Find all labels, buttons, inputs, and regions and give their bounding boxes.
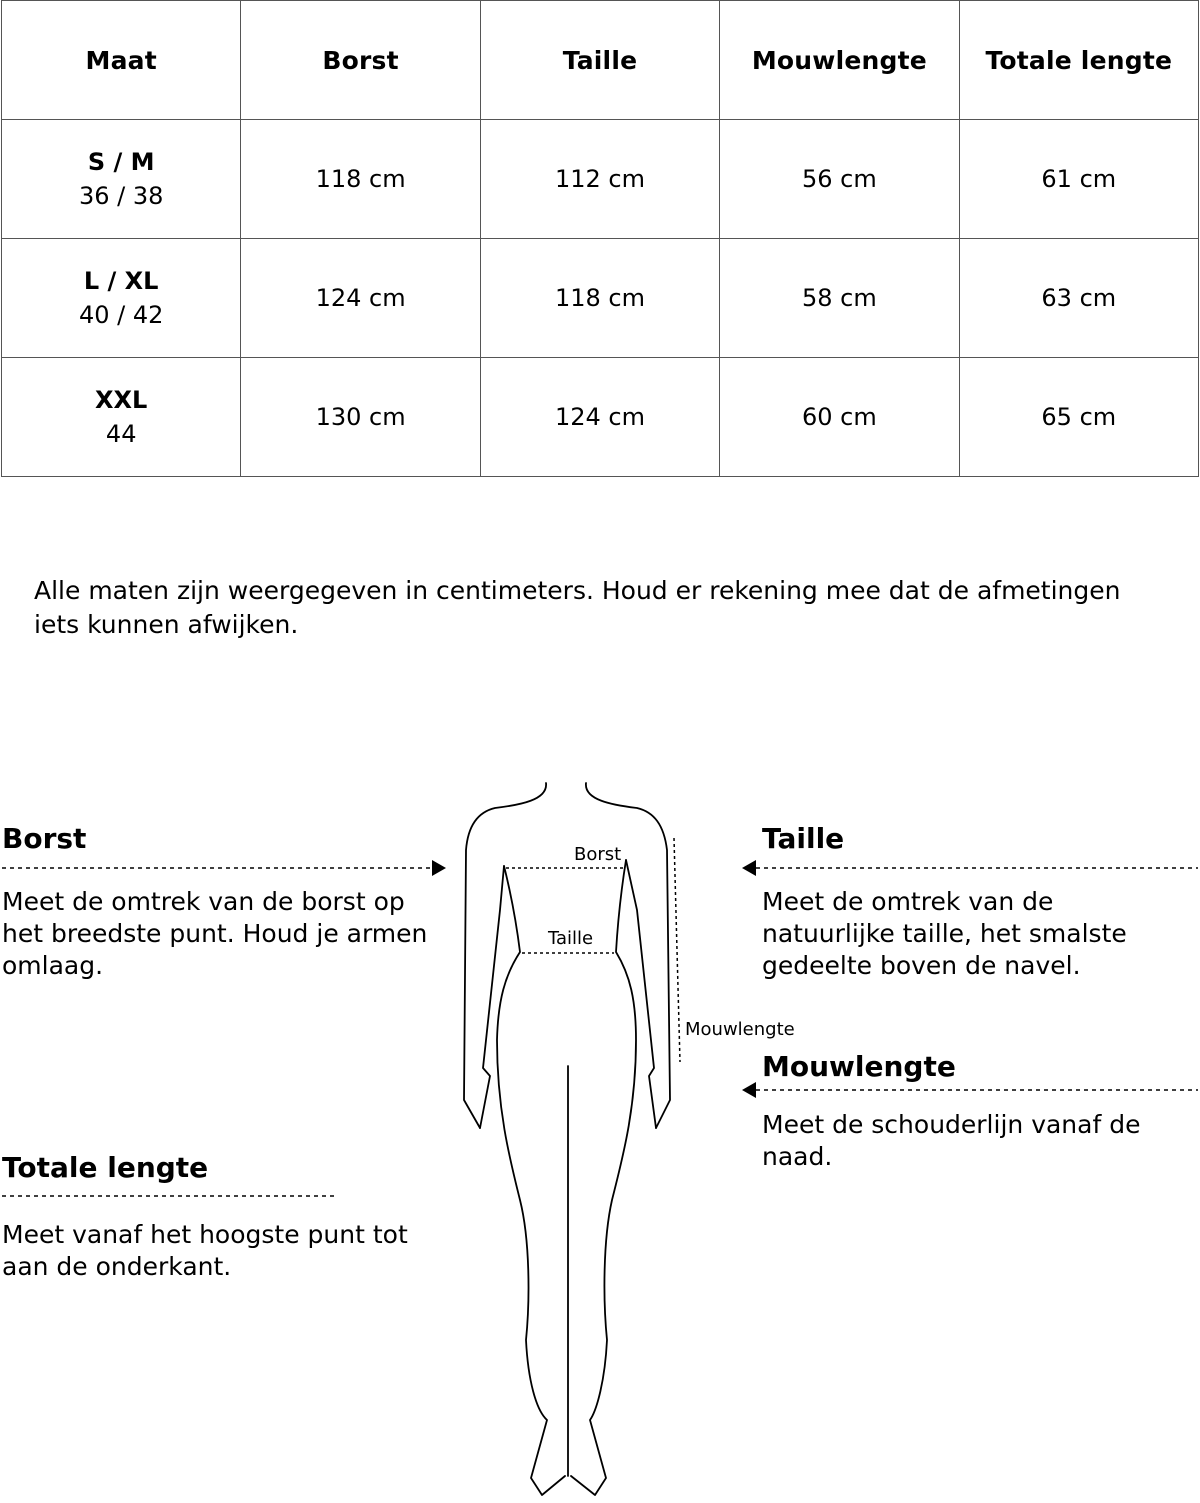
totale-lengte-guide-title: Totale lengte <box>2 1151 209 1184</box>
borst-guide-title: Borst <box>2 822 87 855</box>
figure-label-mouwlengte: Mouwlengte <box>685 1019 795 1040</box>
mouwlengte-cell: 56 cm <box>720 120 959 239</box>
size-number: 44 <box>105 420 137 448</box>
header-taille: Taille <box>480 1 719 120</box>
mouwlengte-guide-title: Mouwlengte <box>762 1050 956 1083</box>
header-mouwlengte: Mouwlengte <box>720 1 959 120</box>
mouwlengte-cell: 58 cm <box>720 239 959 358</box>
borst-guide-text: Meet de omtrek van de borst op het breedste punt. Houd je armen omlaag. <box>2 887 428 980</box>
taille-cell: 112 cm <box>480 120 719 239</box>
size-number: 36 / 38 <box>78 182 164 210</box>
totale-lengte-cell: 63 cm <box>959 239 1198 358</box>
taille-guide-title: Taille <box>762 822 845 855</box>
totale-lengte-cell: 61 cm <box>959 120 1198 239</box>
taille-guide-line <box>742 860 1198 876</box>
borst-cell: 130 cm <box>241 358 480 477</box>
mouwlengte-guide-text: Meet de schouderlijn vanaf de naad. <box>762 1110 1141 1171</box>
taille-cell: 124 cm <box>480 358 719 477</box>
taille-cell: 118 cm <box>480 239 719 358</box>
arrow-left-icon <box>742 1082 756 1098</box>
mouwlengte-guide-line <box>742 1082 1198 1098</box>
arrow-left-icon <box>742 860 756 876</box>
figure-measure-lines <box>506 838 680 1062</box>
borst-cell: 118 cm <box>241 120 480 239</box>
figure-label-taille: Taille <box>548 928 594 949</box>
borst-cell: 124 cm <box>241 239 480 358</box>
taille-guide-text: Meet de omtrek van de natuurlijke taille, het smalste gedeelte boven de navel. <box>762 887 1127 980</box>
totale-lengte-cell: 65 cm <box>959 358 1198 477</box>
size-number: 40 / 42 <box>78 301 164 329</box>
figure-label-borst: Borst <box>574 844 622 865</box>
borst-guide-line <box>2 860 446 876</box>
header-borst: Borst <box>241 1 480 120</box>
header-maat: Maat <box>2 1 241 120</box>
size-label: S / M <box>87 148 155 176</box>
measurement-note: Alle maten zijn weergegeven in centimeters. Houd er rekening mee dat de afmetingen iets kunnen afwijken. <box>34 576 1121 639</box>
totale-lengte-guide-text: Meet vanaf het hoogste punt tot aan de onderkant. <box>2 1220 408 1281</box>
size-label: XXL <box>95 386 148 414</box>
mouwlengte-cell: 60 cm <box>720 358 959 477</box>
mouwlengte-measure-line <box>674 838 680 1062</box>
header-totale-lengte: Totale lengte <box>959 1 1198 120</box>
size-label: L / XL <box>83 267 159 295</box>
body-outline <box>464 783 670 1495</box>
arrow-right-icon <box>432 860 446 876</box>
